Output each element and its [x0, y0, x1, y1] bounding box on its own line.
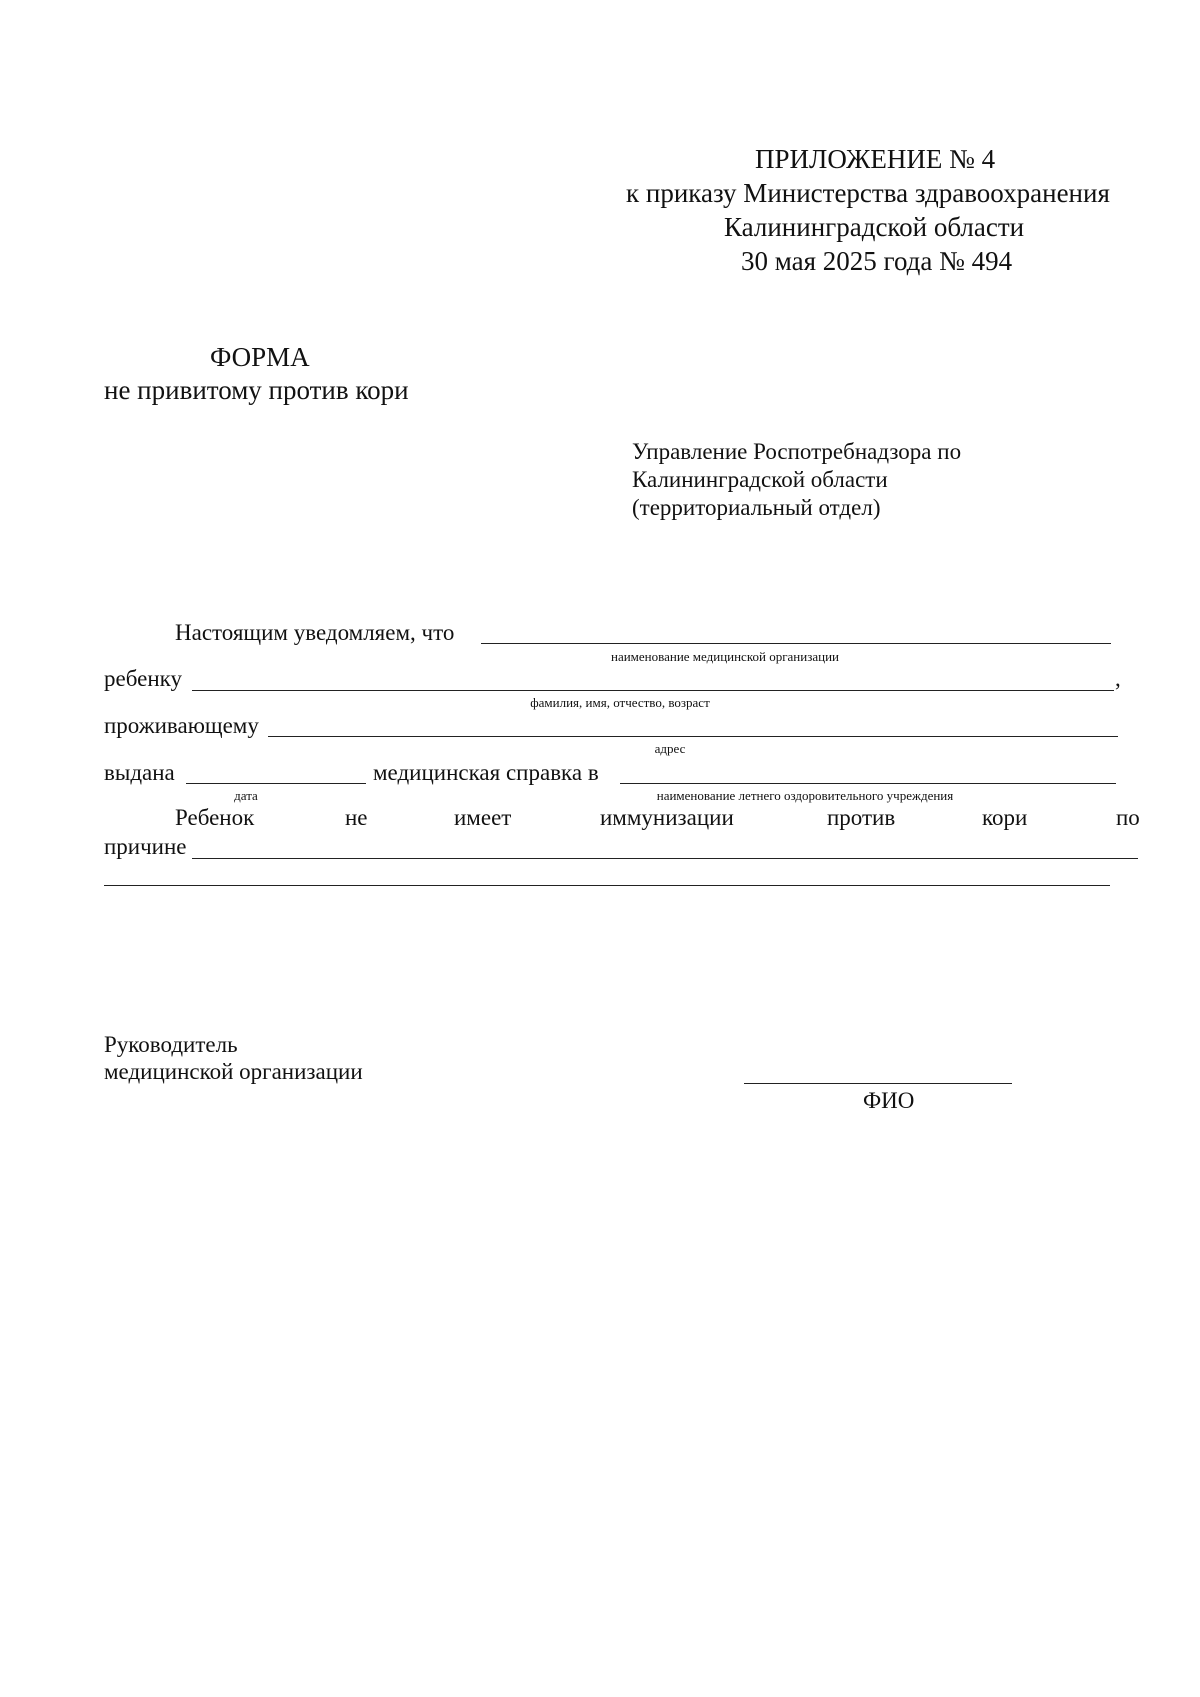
address-label: проживающему — [104, 713, 259, 738]
issued-date-caption: дата — [234, 788, 258, 803]
issued-label: выдана — [104, 760, 175, 785]
reason-field[interactable] — [192, 858, 1138, 859]
notify-label: Настоящим уведомляем, что — [175, 620, 455, 645]
summer-camp-caption: наименование летнего оздоровительного учреждения — [656, 788, 954, 803]
medical-organization-field[interactable] — [481, 643, 1111, 644]
child-comma: , — [1115, 666, 1121, 691]
appendix-number: ПРИЛОЖЕНИЕ № 4 — [755, 144, 996, 174]
address-caption: адрес — [654, 741, 686, 756]
child-name-field[interactable] — [192, 690, 1114, 691]
appendix-region-line: Калининградской области — [724, 212, 1025, 242]
addressee-line-3: (территориальный отдел) — [632, 495, 881, 520]
form-title: ФОРМА — [210, 342, 310, 372]
child-label: ребенку — [104, 666, 182, 691]
form-subtitle: не привитому против кори — [104, 375, 409, 405]
reason-word: кори — [982, 805, 1028, 830]
reason-label: причине — [104, 834, 187, 859]
signer-role-line-2: медицинской организации — [104, 1059, 363, 1084]
reason-word: иммунизации — [600, 805, 734, 830]
fio-caption: ФИО — [863, 1088, 915, 1113]
signer-role-line-1: Руководитель — [104, 1032, 238, 1057]
issued-date-field[interactable] — [186, 783, 366, 784]
reason-word: имеет — [454, 805, 512, 830]
certificate-label: медицинская справка в — [373, 760, 599, 785]
reason-field-continuation[interactable] — [104, 885, 1110, 886]
appendix-order-line: к приказу Министерства здравоохранения — [626, 178, 1110, 208]
reason-word: Ребенок — [175, 805, 255, 830]
reason-word: не — [345, 805, 368, 830]
signature-field[interactable] — [744, 1083, 1012, 1084]
addressee-line-2: Калининградской области — [632, 467, 888, 492]
reason-word: по — [1116, 805, 1140, 830]
medical-organization-caption: наименование медицинской организации — [610, 649, 839, 664]
summer-camp-field[interactable] — [620, 783, 1116, 784]
reason-word: против — [827, 805, 896, 830]
address-field[interactable] — [268, 736, 1118, 737]
child-name-caption: фамилия, имя, отчество, возраст — [530, 695, 710, 710]
appendix-date-line: 30 мая 2025 года № 494 — [741, 246, 1013, 276]
addressee-line-1: Управление Роспотребнадзора по — [632, 439, 962, 464]
